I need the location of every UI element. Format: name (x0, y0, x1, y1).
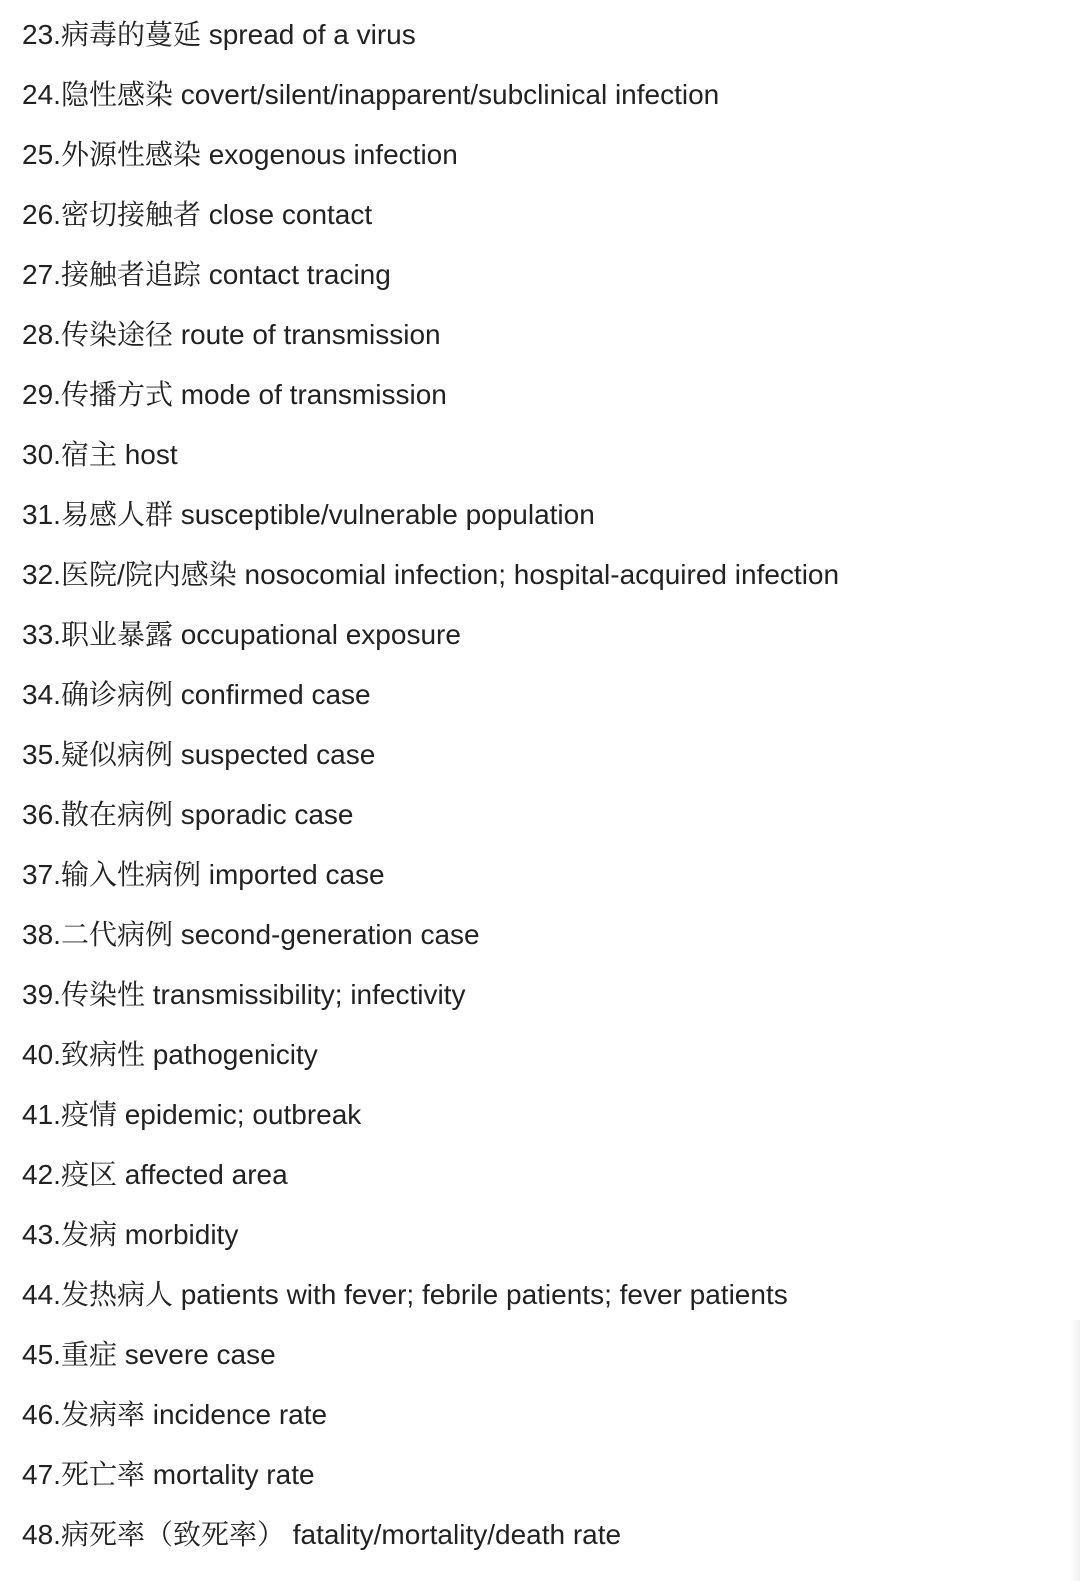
term-english: mode of transmission (172, 379, 447, 410)
list-item (22, 485, 839, 545)
term-number: 40. (22, 1039, 61, 1070)
term-english: mortality rate (144, 1459, 315, 1490)
list-item (22, 1265, 839, 1325)
term-chinese: 疫情 (60, 1099, 117, 1130)
term-chinese: 隐性感染 (60, 79, 173, 110)
term-english: suspected case (172, 739, 376, 770)
term-number: 26. (22, 199, 61, 230)
term-chinese: 疫区 (60, 1159, 117, 1190)
term-number: 35. (22, 739, 61, 770)
term-list (22, 5, 839, 1565)
term-number: 24. (22, 79, 61, 110)
term-english: fatality/mortality/death rate (284, 1519, 622, 1550)
term-english: spread of a virus (200, 19, 416, 50)
term-english: patients with fever; febrile patients; fever patients (172, 1279, 788, 1310)
list-item (22, 665, 839, 725)
list-item (22, 365, 839, 425)
term-chinese: 确诊病例 (60, 679, 173, 710)
term-english: sporadic case (172, 799, 354, 830)
term-chinese: 传播方式 (60, 379, 173, 410)
term-chinese: 接触者追踪 (60, 259, 201, 290)
term-chinese: 发病 (60, 1219, 117, 1250)
term-number: 32. (22, 559, 61, 590)
term-number: 31. (22, 499, 61, 530)
term-english: covert/silent/inapparent/subclinical infection (172, 79, 720, 110)
term-chinese: 致病性 (60, 1039, 145, 1070)
term-chinese: 输入性病例 (60, 859, 201, 890)
term-number: 37. (22, 859, 61, 890)
term-number: 36. (22, 799, 61, 830)
list-item (22, 305, 839, 365)
list-item (22, 185, 839, 245)
term-number: 45. (22, 1339, 61, 1370)
term-chinese: 散在病例 (60, 799, 173, 830)
term-english: close contact (200, 199, 373, 230)
term-english: susceptible/vulnerable population (172, 499, 595, 530)
term-chinese: 传染途径 (60, 319, 173, 350)
list-item (22, 425, 839, 485)
list-item (22, 785, 839, 845)
term-chinese: 病毒的蔓延 (60, 19, 201, 50)
term-english: second-generation case (172, 919, 480, 950)
term-english: occupational exposure (172, 619, 461, 650)
term-english: contact tracing (200, 259, 391, 290)
list-item (22, 845, 839, 905)
term-number: 46. (22, 1399, 61, 1430)
term-number: 30. (22, 439, 61, 470)
term-chinese: 医院/院内感染 (60, 559, 237, 590)
term-number: 43. (22, 1219, 61, 1250)
list-item (22, 1325, 839, 1385)
term-english: morbidity (116, 1219, 239, 1250)
term-number: 23. (22, 19, 61, 50)
list-item (22, 605, 839, 665)
term-chinese: 病死率（致死率） (60, 1519, 285, 1550)
list-item (22, 245, 839, 305)
term-english: host (116, 439, 178, 470)
term-number: 34. (22, 679, 61, 710)
term-english: incidence rate (144, 1399, 328, 1430)
term-english: transmissibility; infectivity (144, 979, 466, 1010)
term-number: 41. (22, 1099, 61, 1130)
list-item (22, 545, 839, 605)
term-english: pathogenicity (144, 1039, 318, 1070)
term-chinese: 发病率 (60, 1399, 145, 1430)
list-item (22, 65, 839, 125)
term-chinese: 传染性 (60, 979, 145, 1010)
term-number: 28. (22, 319, 61, 350)
term-chinese: 发热病人 (60, 1279, 173, 1310)
term-number: 44. (22, 1279, 61, 1310)
term-chinese: 疑似病例 (60, 739, 173, 770)
term-english: exogenous infection (200, 139, 458, 170)
term-chinese: 职业暴露 (60, 619, 173, 650)
term-english: nosocomial infection; hospital-acquired infection (236, 559, 840, 590)
term-english: route of transmission (172, 319, 441, 350)
term-english: epidemic; outbreak (116, 1099, 362, 1130)
term-number: 47. (22, 1459, 61, 1490)
list-item (22, 1385, 839, 1445)
term-chinese: 宿主 (60, 439, 117, 470)
list-item (22, 125, 839, 185)
term-english: severe case (116, 1339, 276, 1370)
list-item (22, 1085, 839, 1145)
term-number: 38. (22, 919, 61, 950)
term-chinese: 重症 (60, 1339, 117, 1370)
term-number: 25. (22, 139, 61, 170)
term-number: 29. (22, 379, 61, 410)
term-number: 48. (22, 1519, 61, 1550)
term-english: affected area (116, 1159, 288, 1190)
term-english: confirmed case (172, 679, 371, 710)
term-chinese: 外源性感染 (60, 139, 201, 170)
list-item (22, 5, 839, 65)
list-item (22, 1145, 839, 1205)
list-item (22, 1025, 839, 1085)
term-number: 33. (22, 619, 61, 650)
scroll-edge-shadow (1070, 1320, 1080, 1581)
term-chinese: 二代病例 (60, 919, 173, 950)
list-item (22, 1505, 839, 1565)
term-number: 27. (22, 259, 61, 290)
term-number: 42. (22, 1159, 61, 1190)
list-item (22, 905, 839, 965)
list-item (22, 1205, 839, 1265)
term-chinese: 密切接触者 (60, 199, 201, 230)
term-chinese: 易感人群 (60, 499, 173, 530)
term-chinese: 死亡率 (60, 1459, 145, 1490)
term-english: imported case (200, 859, 385, 890)
list-item (22, 965, 839, 1025)
list-item (22, 1445, 839, 1505)
term-number: 39. (22, 979, 61, 1010)
list-item (22, 725, 839, 785)
